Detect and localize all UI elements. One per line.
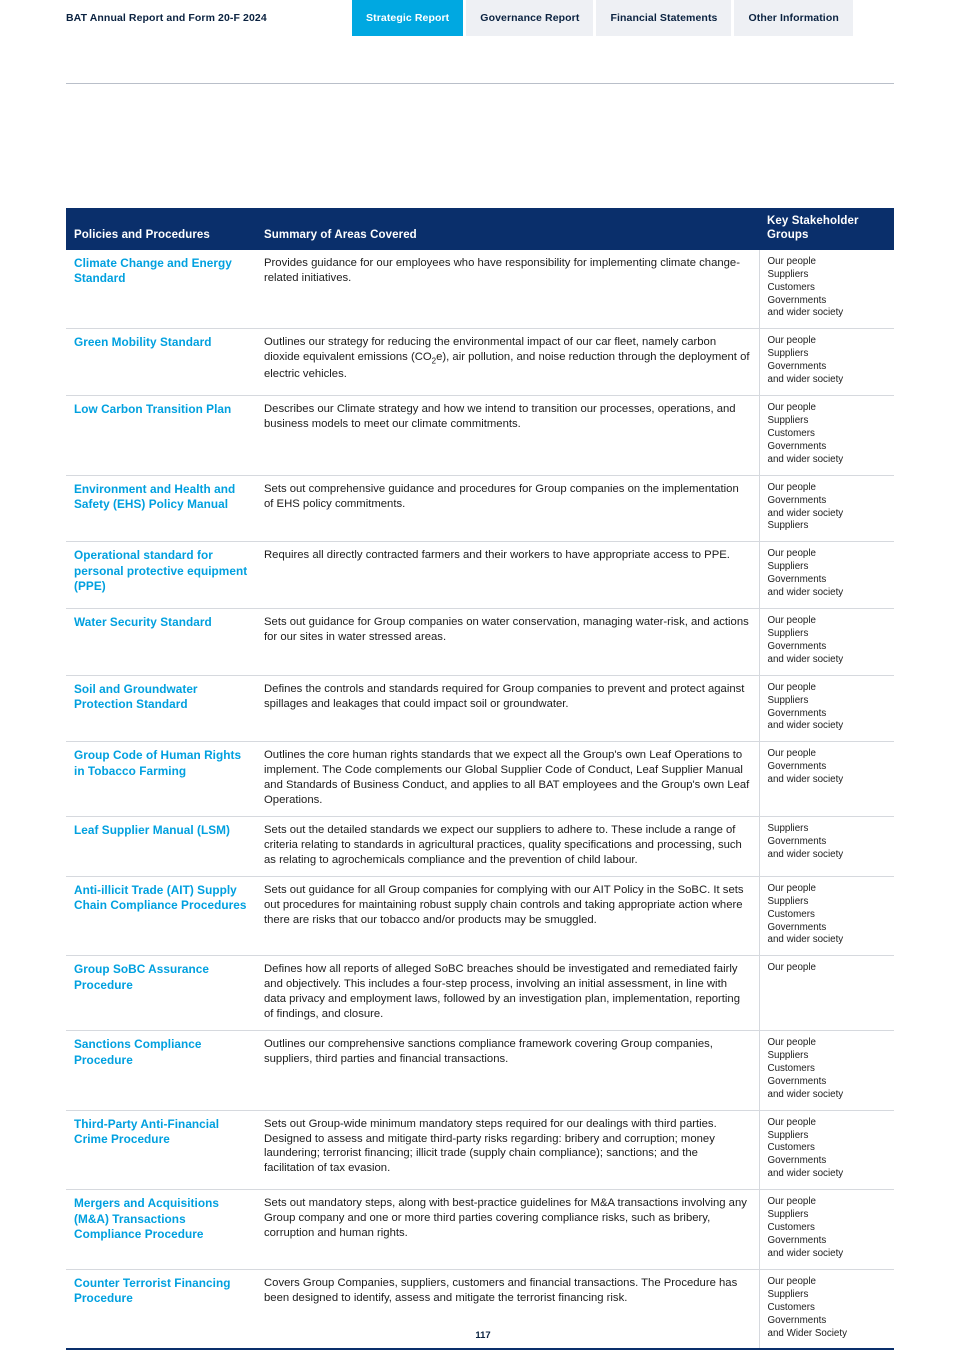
- stakeholder-groups: Our people Suppliers Customers Governments and wider society: [759, 250, 894, 329]
- tab-financial-statements[interactable]: Financial Statements: [596, 0, 731, 36]
- stakeholder-groups: Our people Suppliers Customers Governments and Wider Society: [759, 1269, 894, 1349]
- stakeholder-groups: Suppliers Governments and wider society: [759, 817, 894, 877]
- policy-name: Soil and Groundwater Protection Standard: [66, 675, 256, 742]
- policy-name: Operational standard for personal protective equipment (PPE): [66, 542, 256, 609]
- table-header-row: [66, 208, 894, 250]
- table-row: [66, 675, 894, 742]
- header-divider: [66, 83, 894, 84]
- policy-summary: Sets out guidance for all Group companies for complying with our AIT Policy in the SoBC. It sets out procedures for maintaining robust supply chain controls and taking appropriate action where there are risks that our tobacco and/or products may be smuggled.: [256, 876, 759, 956]
- policies-table: [66, 208, 894, 1350]
- policy-summary: Provides guidance for our employees who have responsibility for implementing climate change-related initiatives.: [256, 250, 759, 329]
- policy-summary: Sets out mandatory steps, along with best-practice guidelines for M&A transactions involving any Group company and one or more third parties covering compliance risks, such as bribery, corruption and human rights.: [256, 1190, 759, 1270]
- policy-summary: Outlines our strategy for reducing the environmental impact of our car fleet, namely carbon dioxide equivalent emissions $(CO_2e)$, air pollution, and noise reduction through the deployment of electric vehicles.: [256, 329, 759, 396]
- policy-summary: Sets out comprehensive guidance and procedures for Group companies on the implementation of EHS policy commitments.: [256, 475, 759, 542]
- table-row: [66, 817, 894, 877]
- policy-name: Low Carbon Transition Plan: [66, 396, 256, 476]
- stakeholder-groups: Our people Suppliers Customers Governments and wider society: [759, 1030, 894, 1110]
- stakeholder-groups: Our people Suppliers Governments and wider society: [759, 329, 894, 396]
- policy-name: Sanctions Compliance Procedure: [66, 1030, 256, 1110]
- stakeholder-groups: Our people Suppliers Governments and wider society: [759, 609, 894, 676]
- policy-summary: Outlines our comprehensive sanctions compliance framework covering Group companies, suppliers, third parties and financial transactions.: [256, 1030, 759, 1110]
- stakeholder-groups: Our people Suppliers Customers Governments and wider society: [759, 396, 894, 476]
- policy-summary: Sets out Group-wide minimum mandatory steps required for our dealings with third parties. Designed to assess and mitigate third-party risks regarding: bribery and corruption; money laundering; terrorist financing; illicit trade (supply chain compliance); sanctions; and the facilitation of tax evasion.: [256, 1110, 759, 1190]
- table-row: [66, 1190, 894, 1270]
- column-header-summary: Summary of Areas Covered: [256, 208, 759, 250]
- policy-name: Counter Terrorist Financing Procedure: [66, 1269, 256, 1349]
- policy-summary: Covers Group Companies, suppliers, customers and financial transactions. The Procedure has been designed to identify, assess and mitigate the terrorist financing risk.: [256, 1269, 759, 1349]
- stakeholder-groups: Our people Suppliers Customers Governments and wider society: [759, 876, 894, 956]
- table-row: [66, 742, 894, 817]
- policy-summary: Requires all directly contracted farmers and their workers to have appropriate access to PPE.: [256, 542, 759, 609]
- policy-name: Group Code of Human Rights in Tobacco Farming: [66, 742, 256, 817]
- column-header-stakeholders: Key Stakeholder Groups: [759, 208, 894, 250]
- table-body: [66, 250, 894, 1350]
- page-number: 117: [475, 1330, 491, 1341]
- stakeholder-groups: Our people Suppliers Customers Governments and wider society: [759, 1190, 894, 1270]
- policy-name: Environment and Health and Safety (EHS) Policy Manual: [66, 475, 256, 542]
- policy-summary: Outlines the core human rights standards that we expect all the Group's own Leaf Operations to implement. The Code complements our Global Supplier Code of Conduct, Leaf Supplier Manual and Standards of Business Conduct, and applies to all BAT employees and the Group's own Leaf Operations.: [256, 742, 759, 817]
- policies-table-container: [66, 208, 894, 1350]
- section-tabs[interactable]: [352, 0, 856, 36]
- table-row: [66, 956, 894, 1031]
- tab-other-information[interactable]: Other Information: [734, 0, 852, 36]
- policy-summary: Defines how all reports of alleged SoBC breaches should be investigated and remediated fairly and objectively. This includes a four-step process, involving an initial assessment, in line with data privacy and employment laws, followed by an investigation plan, implementation, reporting of findings, and closure.: [256, 956, 759, 1031]
- stakeholder-groups: Our people Suppliers Governments and wider society: [759, 542, 894, 609]
- policy-name: Green Mobility Standard: [66, 329, 256, 396]
- policy-name: Group SoBC Assurance Procedure: [66, 956, 256, 1031]
- policy-name: Anti-illicit Trade (AIT) Supply Chain Compliance Procedures: [66, 876, 256, 956]
- table-row: [66, 475, 894, 542]
- table-head: [66, 208, 894, 250]
- tab-governance-report[interactable]: Governance Report: [466, 0, 593, 36]
- policy-summary: Describes our Climate strategy and how we intend to transition our processes, operations, and business models to meet our climate commitments.: [256, 396, 759, 476]
- report-title: BAT Annual Report and Form 20-F 2024: [66, 12, 267, 24]
- stakeholder-groups: Our people Governments and wider society Suppliers: [759, 475, 894, 542]
- table-row: [66, 396, 894, 476]
- table-row: [66, 542, 894, 609]
- policy-name: Mergers and Acquisitions (M&A) Transactions Compliance Procedure: [66, 1190, 256, 1270]
- table-row: [66, 609, 894, 676]
- tab-strategic-report[interactable]: Strategic Report: [352, 0, 463, 36]
- table-row: [66, 1110, 894, 1190]
- policy-name: Water Security Standard: [66, 609, 256, 676]
- stakeholder-groups: Our people Governments and wider society: [759, 742, 894, 817]
- policy-summary: Sets out guidance for Group companies on water conservation, managing water-risk, and actions for our sites in water stressed areas.: [256, 609, 759, 676]
- table-row: [66, 329, 894, 396]
- stakeholder-groups: Our people: [759, 956, 894, 1031]
- table-row: [66, 250, 894, 329]
- stakeholder-groups: Our people Suppliers Customers Governments and wider society: [759, 1110, 894, 1190]
- table-row: [66, 876, 894, 956]
- policy-name: Third-Party Anti-Financial Crime Procedure: [66, 1110, 256, 1190]
- table-row: [66, 1030, 894, 1110]
- stakeholder-groups: Our people Suppliers Governments and wider society: [759, 675, 894, 742]
- policy-name: Climate Change and Energy Standard: [66, 250, 256, 329]
- column-header-policies: Policies and Procedures: [66, 208, 256, 250]
- policy-summary: Defines the controls and standards required for Group companies to prevent and protect against spillages and leakages that could impact soil or groundwater.: [256, 675, 759, 742]
- policy-summary: Sets out the detailed standards we expect our suppliers to adhere to. These include a range of criteria relating to standards in agricultural practices, quality specifications and processing, such as relating to agrochemicals compliance and the prevention of child labour.: [256, 817, 759, 877]
- policy-name: Leaf Supplier Manual (LSM): [66, 817, 256, 877]
